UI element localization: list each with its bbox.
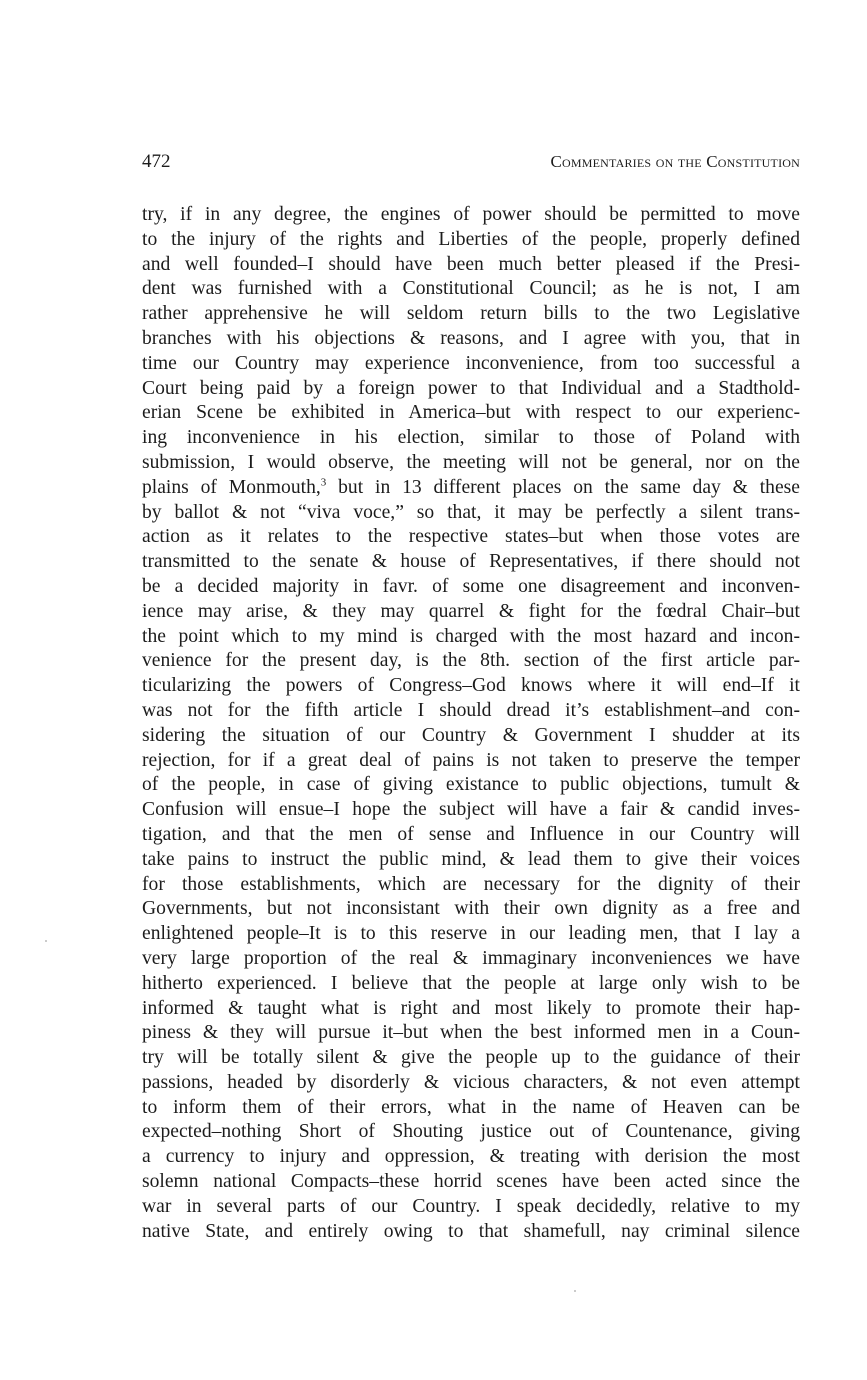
text-segment: but in 13 different places on the same day & these [326, 476, 800, 498]
text-line: branches with his objections & reasons, and I agree with you, that in [142, 327, 800, 349]
text-line: piness & they will pursue it–but when the best informed men in a Coun- [142, 1022, 800, 1044]
paper-speck [574, 1290, 576, 1292]
text-line: rather apprehensive he will seldom return bills to the two Legislative [142, 303, 800, 325]
text-line: of the people, in case of giving existance to public objections, tumult & [142, 774, 800, 796]
text-line: enlightened people–It is to this reserve in our leading men, that I lay a [142, 923, 800, 945]
page-number: 472 [142, 151, 171, 172]
running-title: Commentaries on the Constitution [550, 152, 800, 171]
footnote-marker[interactable]: 3 [320, 476, 327, 489]
body-text [142, 203, 800, 1244]
text-line: to inform them of their errors, what in the name of Heaven can be [142, 1096, 800, 1118]
text-line: Confusion will ensue–I hope the subject will have a fair & candid inves- [142, 799, 800, 821]
text-line: erian Scene be exhibited in America–but with respect to our experienc- [142, 402, 800, 424]
text-line: ience may arise, & they may quarrel & fight for the fœdral Chair–but [142, 600, 800, 622]
text-line: transmitted to the senate & house of Representatives, if there should not [142, 551, 800, 573]
text-line: dent was furnished with a Constitutional Council; as he is not, I am [142, 278, 800, 300]
text-line: hitherto experienced. I believe that the people at large only wish to be [142, 972, 800, 994]
text-line: time our Country may experience inconvenience, from too successful a [142, 352, 800, 374]
text-line-with-footnote [142, 476, 800, 501]
text-line: sidering the situation of our Country & Government I shudder at its [142, 724, 800, 746]
text-line: native State, and entirely owing to that shamefull, nay criminal silence [142, 1220, 800, 1242]
text-line: expected–nothing Short of Shouting justice out of Countenance, giving [142, 1121, 800, 1143]
text-line: tigation, and that the men of sense and Influence in our Country will [142, 823, 800, 845]
text-segment: plains of Monmouth, [142, 476, 321, 498]
text-line: to the injury of the rights and Liberties of the people, properly defined [142, 228, 800, 250]
text-line: venience for the present day, is the 8th. section of the first article par- [142, 650, 800, 672]
text-line: try, if in any degree, the engines of power should be permitted to move [142, 204, 800, 225]
text-line: for those establishments, which are necessary for the dignity of their [142, 873, 800, 895]
text-line: take pains to instruct the public mind, & lead them to give their voices [142, 848, 800, 870]
text-line: and well founded–I should have been much better pleased if the Presi- [142, 253, 800, 275]
text-line: by ballot & not “viva voce,” so that, it may be perfectly a silent trans- [142, 501, 800, 523]
text-line: submission, I would observe, the meeting will not be general, nor on the [142, 451, 800, 473]
text-line: the point which to my mind is charged with the most hazard and incon- [142, 625, 800, 647]
text-line: war in several parts of our Country. I speak decidedly, relative to my [142, 1195, 800, 1217]
text-line: be a decided majority in favr. of some one disagreement and inconven- [142, 575, 800, 597]
running-head [142, 150, 800, 178]
text-line: action as it relates to the respective states–but when those votes are [142, 526, 800, 548]
text-line: Court being paid by a foreign power to that Individual and a Stadthold- [142, 377, 800, 399]
text-line: ticularizing the powers of Congress–God knows where it will end–If it [142, 675, 800, 697]
paper-speck [45, 940, 47, 942]
text-line: try will be totally silent & give the people up to the guidance of their [142, 1047, 800, 1069]
text-line: Governments, but not inconsistant with their own dignity as a free and [142, 898, 800, 920]
text-line: solemn national Compacts–these horrid scenes have been acted since the [142, 1171, 800, 1193]
text-line: ing inconvenience in his election, similar to those of Poland with [142, 427, 800, 449]
text-line: informed & taught what is right and most likely to promote their hap- [142, 997, 800, 1019]
text-line: was not for the fifth article I should dread it’s establishment–and con- [142, 699, 800, 721]
text-line: rejection, for if a great deal of pains is not taken to preserve the temper [142, 749, 800, 771]
text-line: a currency to injury and oppression, & treating with derision the most [142, 1146, 800, 1168]
text-line: very large proportion of the real & immaginary inconveniences we have [142, 947, 800, 969]
text-line: passions, headed by disorderly & vicious characters, & not even attempt [142, 1071, 800, 1093]
